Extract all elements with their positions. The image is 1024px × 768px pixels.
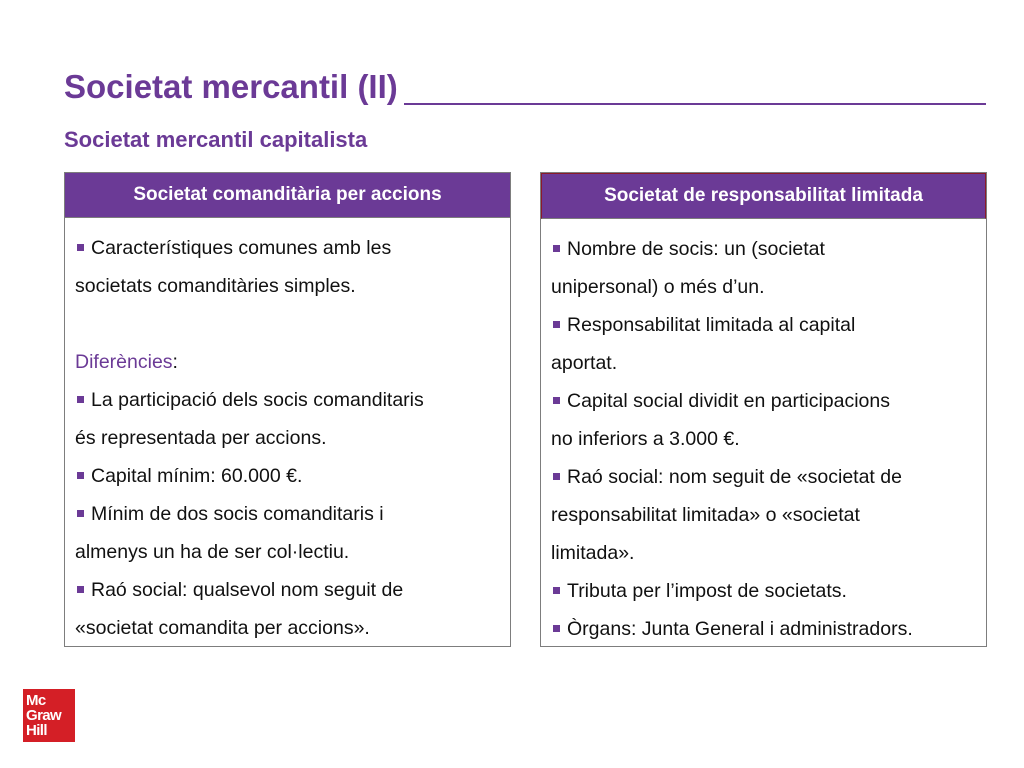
logo-line: Mc — [26, 692, 46, 709]
left-intro-line-2: societats comanditàries simples. — [75, 275, 356, 297]
logo-line: Graw — [26, 707, 62, 724]
list-item-line: limitada». — [551, 542, 635, 564]
square-bullet-icon — [77, 510, 84, 517]
square-bullet-icon — [553, 245, 560, 252]
left-intro-line-1: Característiques comunes amb les — [91, 237, 392, 259]
list-item — [551, 306, 976, 382]
list-item-line: Responsabilitat limitada al capital — [567, 314, 856, 336]
differences-colon: : — [172, 351, 178, 373]
list-item-line: Raó social: qualsevol nom seguit de — [91, 579, 404, 601]
list-item-line: La participació dels socis comanditaris — [91, 389, 424, 411]
list-item-line: «societat comandita per accions». — [75, 617, 370, 639]
slide-subtitle: Societat mercantil capitalista — [64, 127, 368, 152]
differences-label-text: Diferències — [75, 351, 173, 373]
square-bullet-icon — [77, 472, 84, 479]
list-item — [551, 572, 976, 610]
right-card-body — [541, 219, 986, 648]
list-item — [551, 458, 976, 572]
list-item-line: Mínim de dos socis comanditaris i — [91, 503, 384, 525]
slide-title: Societat mercantil (II) — [64, 68, 398, 105]
square-bullet-icon — [553, 625, 560, 632]
list-item-line: Tributa per l’impost de societats. — [567, 580, 847, 602]
square-bullet-icon — [553, 397, 560, 404]
list-item-line: és representada per accions. — [75, 427, 327, 449]
square-bullet-icon — [77, 586, 84, 593]
list-item-line: Òrgans: Junta General i administradors. — [567, 618, 913, 640]
spacer — [75, 305, 500, 343]
square-bullet-icon — [553, 587, 560, 594]
list-item — [551, 230, 976, 306]
list-item — [551, 382, 976, 458]
list-item — [75, 381, 500, 457]
mcgraw-hill-logo — [23, 689, 75, 742]
list-item-line: Raó social: nom seguit de «societat de — [567, 466, 902, 488]
left-card — [64, 172, 511, 647]
left-card-heading: Societat comanditària per accions — [65, 173, 510, 218]
list-item-line: unipersonal) o més d’un. — [551, 276, 765, 298]
list-item — [75, 457, 500, 495]
square-bullet-icon — [553, 473, 560, 480]
list-item — [551, 610, 976, 648]
logo-line: Hill — [26, 722, 47, 739]
differences-label — [75, 343, 500, 381]
right-card — [540, 172, 987, 647]
list-item-line: responsabilitat limitada» o «societat — [551, 504, 860, 526]
left-intro — [75, 229, 500, 305]
list-item — [75, 495, 500, 571]
list-item-line: Capital mínim: 60.000 €. — [91, 465, 303, 487]
left-card-body — [65, 218, 510, 647]
list-item-line: Capital social dividit en participacions — [567, 390, 890, 412]
right-card-heading: Societat de responsabilitat limitada — [541, 173, 986, 219]
list-item-line: Nombre de socis: un (societat — [567, 238, 825, 260]
list-item-line: aportat. — [551, 352, 618, 374]
list-item-line: no inferiors a 3.000 €. — [551, 428, 740, 450]
list-item — [75, 571, 500, 647]
list-item-line: almenys un ha de ser col·lectiu. — [75, 541, 350, 563]
title-underline — [404, 103, 986, 105]
square-bullet-icon — [77, 396, 84, 403]
square-bullet-icon — [77, 244, 84, 251]
square-bullet-icon — [553, 321, 560, 328]
